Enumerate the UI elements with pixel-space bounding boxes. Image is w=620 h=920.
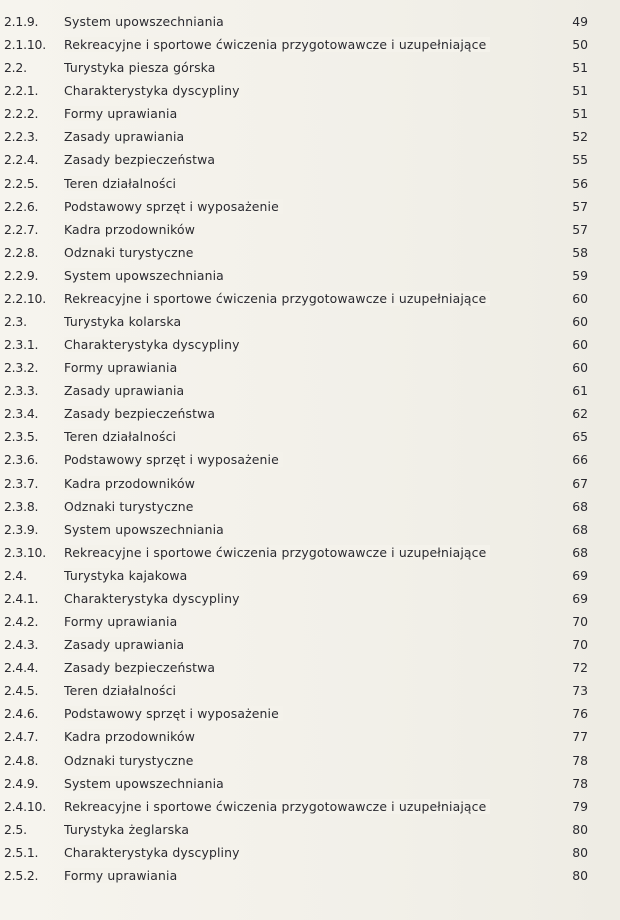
toc-entry-title: Teren działalności [64,176,180,191]
toc-entry [4,472,604,495]
toc-entry-page-number: 61 [572,383,588,399]
toc-entry-title: Rekreacyjne i sportowe ćwiczenia przygotowawcze i uzupełniające [64,291,490,306]
toc-entry-title: Zasady bezpieczeństwa [64,152,219,167]
toc-entry-number: 2.4.9. [4,775,39,791]
toc-entry-title-wrap [64,818,560,841]
toc-entry-title: Odznaki turystyczne [64,753,198,768]
toc-entry-title-wrap [64,402,560,425]
toc-entry-page-number: 59 [572,267,588,283]
toc-entry-page-number: 80 [572,821,588,837]
toc-entry-title-wrap [64,172,560,195]
toc-entry-page-number: 70 [572,614,588,630]
toc-entry-page-number: 78 [572,775,588,791]
toc-entry-title-wrap [64,379,560,402]
toc-entry-title: System upowszechniania [64,268,228,283]
toc-entry [4,772,604,795]
toc-entry-title-wrap [64,333,560,356]
toc-entry-page-number: 50 [572,37,588,53]
toc-entry-number: 2.4.7. [4,729,39,745]
toc-entry-title: Podstawowy sprzęt i wyposażenie [64,706,283,721]
toc-entry-title-wrap [64,287,560,310]
toc-entry-title-wrap [64,102,560,125]
toc-entry-page-number: 80 [572,844,588,860]
toc-entry [4,425,604,448]
toc-entry-page-number: 60 [572,337,588,353]
toc-entry-title: Odznaki turystyczne [64,499,198,514]
toc-entry-title: Formy uprawiania [64,106,181,121]
toc-entry-title: Rekreacyjne i sportowe ćwiczenia przygotowawcze i uzupełniające [64,37,490,52]
toc-entry-title-wrap [64,772,560,795]
toc-entry-title-wrap [64,841,560,864]
toc-entry-title-wrap [64,356,560,379]
toc-entry [4,679,604,702]
toc-entry-title-wrap [64,425,560,448]
toc-entry [4,725,604,748]
toc-entry-number: 2.3.5. [4,429,39,445]
toc-entry-number: 2.2.6. [4,198,39,214]
toc-entry-title: Zasady bezpieczeństwa [64,406,219,421]
toc-entry-number: 2.4.8. [4,752,39,768]
toc-entry-title-wrap [64,218,560,241]
toc-entry-page-number: 57 [572,198,588,214]
toc-entry-title-wrap [64,10,560,33]
toc-entry-page-number: 60 [572,290,588,306]
toc-entry [4,264,604,287]
toc-entry-title: Kadra przodowników [64,222,199,237]
toc-entry-title-wrap [64,679,560,702]
toc-entry-title-wrap [64,148,560,171]
toc-entry [4,541,604,564]
toc-entry-title-wrap [64,195,560,218]
toc-entry-title: System upowszechniania [64,776,228,791]
toc-entry [4,702,604,725]
toc-entry [4,495,604,518]
toc-entry-number: 2.4.5. [4,683,39,699]
toc-entry [4,33,604,56]
toc-entry-page-number: 62 [572,406,588,422]
toc-entry [4,518,604,541]
toc-entry-title: Zasady uprawiania [64,637,188,652]
toc-entry [4,287,604,310]
toc-entry-number: 2.4.10. [4,798,46,814]
toc-entry-page-number: 68 [572,498,588,514]
toc-entry-title: Teren działalności [64,429,180,444]
toc-entry-page-number: 55 [572,152,588,168]
toc-entry [4,448,604,471]
toc-entry-number: 2.3. [4,314,27,330]
toc-entry-page-number: 51 [572,83,588,99]
toc-entry [4,841,604,864]
toc-entry-number: 2.4.6. [4,706,39,722]
toc-entry-page-number: 80 [572,867,588,883]
toc-entry-title-wrap [64,541,560,564]
toc-entry-page-number: 60 [572,314,588,330]
toc-entry-number: 2.3.4. [4,406,39,422]
toc-entry [4,102,604,125]
toc-entry-number: 2.3.3. [4,383,39,399]
toc-entry-title-wrap [64,564,560,587]
toc-entry-title: Podstawowy sprzęt i wyposażenie [64,199,283,214]
toc-entry-title-wrap [64,448,560,471]
toc-entry-page-number: 78 [572,752,588,768]
toc-entry-title: Zasady bezpieczeństwa [64,660,219,675]
toc-entry-title-wrap [64,702,560,725]
toc-entry-title-wrap [64,633,560,656]
toc-entry-title: Charakterystyka dyscypliny [64,845,244,860]
toc-entry-number: 2.3.7. [4,475,39,491]
toc-entry-title-wrap [64,125,560,148]
toc-entry [4,333,604,356]
toc-entry-page-number: 69 [572,590,588,606]
toc-entry-page-number: 76 [572,706,588,722]
toc-entry-number: 2.2.3. [4,129,39,145]
toc-entry-title-wrap [64,264,560,287]
toc-entry-number: 2.3.10. [4,544,46,560]
toc-entry-number: 2.2.2. [4,106,39,122]
toc-entry-page-number: 69 [572,567,588,583]
toc-entry [4,172,604,195]
toc-entry-title: Kadra przodowników [64,476,199,491]
toc-entry-title: Zasady uprawiania [64,129,188,144]
toc-entry-title-wrap [64,56,560,79]
toc-entry-page-number: 73 [572,683,588,699]
toc-entry-title: Rekreacyjne i sportowe ćwiczenia przygotowawcze i uzupełniające [64,545,490,560]
toc-entry-number: 2.1.9. [4,14,39,29]
toc-entry-title-wrap [64,495,560,518]
toc-entry-title: Zasady uprawiania [64,383,188,398]
toc-entry-title-wrap [64,725,560,748]
toc-entry-number: 2.2.8. [4,244,39,260]
toc-entry-number: 2.5.1. [4,844,39,860]
toc-entry [4,795,604,818]
toc-entry-title-wrap [64,472,560,495]
toc-entry-number: 2.2. [4,60,27,76]
toc-entry [4,195,604,218]
toc-entry-number: 2.4.1. [4,590,39,606]
toc-entry-number: 2.2.4. [4,152,39,168]
toc-entry-number: 2.1.10. [4,37,46,53]
toc-entry-title-wrap [64,79,560,102]
toc-entry [4,10,604,33]
toc-entry-number: 2.2.10. [4,290,46,306]
toc-entry [4,218,604,241]
toc-entry-title: Podstawowy sprzęt i wyposażenie [64,452,283,467]
toc-entry-number: 2.3.1. [4,337,39,353]
toc-entry-page-number: 77 [572,729,588,745]
toc-entry-number: 2.3.2. [4,360,39,376]
toc-entry-number: 2.5. [4,821,27,837]
toc-entry [4,356,604,379]
toc-entry [4,125,604,148]
toc-entry-title: Odznaki turystyczne [64,245,198,260]
toc-entry-title: Turystyka piesza górska [64,60,220,75]
toc-entry-number: 2.3.9. [4,521,39,537]
toc-entry-page-number: 70 [572,637,588,653]
table-of-contents [4,10,604,887]
toc-entry-title-wrap [64,587,560,610]
toc-entry-number: 2.3.6. [4,452,39,468]
toc-entry-number: 2.2.7. [4,221,39,237]
toc-entry-page-number: 51 [572,60,588,76]
toc-entry-title-wrap [64,33,560,56]
toc-entry-title-wrap [64,610,560,633]
toc-entry-title-wrap [64,310,560,333]
toc-entry [4,656,604,679]
toc-entry-title: Charakterystyka dyscypliny [64,591,244,606]
toc-entry [4,379,604,402]
toc-entry-number: 2.4.2. [4,614,39,630]
toc-entry-title-wrap [64,864,560,887]
toc-entry-title: Formy uprawiania [64,360,181,375]
toc-entry-page-number: 58 [572,244,588,260]
toc-entry-page-number: 72 [572,660,588,676]
toc-entry-number: 2.3.8. [4,498,39,514]
toc-entry [4,79,604,102]
toc-entry-page-number: 79 [572,798,588,814]
toc-entry-title-wrap [64,241,560,264]
toc-entry-title: Formy uprawiania [64,868,181,883]
toc-entry-page-number: 52 [572,129,588,145]
toc-entry-page-number: 67 [572,475,588,491]
toc-entry-title: Formy uprawiania [64,614,181,629]
toc-entry [4,864,604,887]
toc-entry-page-number: 51 [572,106,588,122]
toc-entry-title: System upowszechniania [64,14,228,29]
toc-entry [4,310,604,333]
toc-entry-page-number: 49 [572,14,588,29]
toc-entry [4,610,604,633]
toc-entry-page-number: 66 [572,452,588,468]
toc-entry-number: 2.4.4. [4,660,39,676]
toc-entry-title: Charakterystyka dyscypliny [64,337,244,352]
toc-entry-title: Turystyka kajakowa [64,568,191,583]
toc-entry-page-number: 60 [572,360,588,376]
toc-entry-title-wrap [64,795,560,818]
toc-entry-page-number: 56 [572,175,588,191]
toc-entry-title: System upowszechniania [64,522,228,537]
toc-entry [4,241,604,264]
toc-entry [4,56,604,79]
toc-entry-title: Charakterystyka dyscypliny [64,83,244,98]
toc-entry-number: 2.4. [4,567,27,583]
toc-entry [4,749,604,772]
toc-entry-title: Rekreacyjne i sportowe ćwiczenia przygotowawcze i uzupełniające [64,799,490,814]
toc-entry-title: Kadra przodowników [64,729,199,744]
toc-entry-page-number: 68 [572,544,588,560]
toc-entry-number: 2.2.9. [4,267,39,283]
toc-entry [4,402,604,425]
toc-entry-title-wrap [64,749,560,772]
toc-entry-page-number: 65 [572,429,588,445]
toc-entry-title-wrap [64,518,560,541]
toc-entry [4,633,604,656]
toc-entry-page-number: 68 [572,521,588,537]
toc-entry-title: Turystyka żeglarska [64,822,193,837]
toc-entry-title: Turystyka kolarska [64,314,185,329]
toc-entry-page-number: 57 [572,221,588,237]
toc-entry-number: 2.2.1. [4,83,39,99]
toc-entry [4,587,604,610]
toc-entry-number: 2.4.3. [4,637,39,653]
toc-entry-number: 2.5.2. [4,867,39,883]
toc-entry [4,148,604,171]
toc-entry-title: Teren działalności [64,683,180,698]
toc-entry-number: 2.2.5. [4,175,39,191]
toc-entry [4,818,604,841]
toc-entry [4,564,604,587]
toc-entry-title-wrap [64,656,560,679]
